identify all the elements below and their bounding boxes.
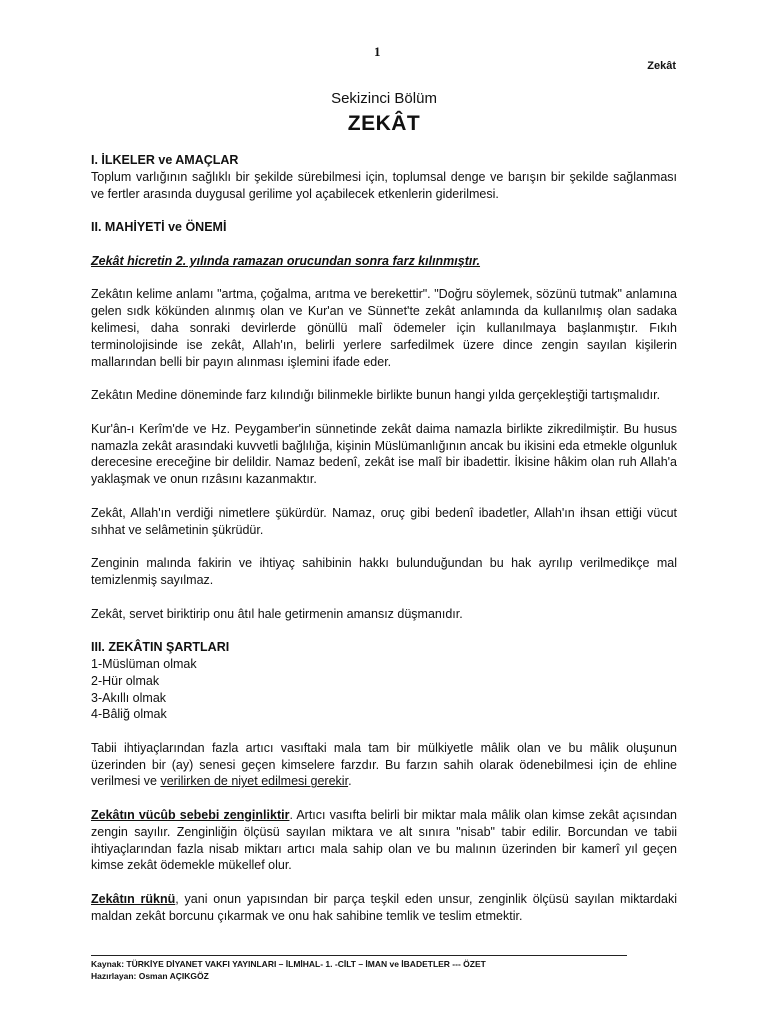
document-body — [91, 152, 677, 941]
conditions-list — [91, 656, 677, 723]
paragraph-obligation: Tabii ihtiyaçlarından fazla artıcı vasıftaki mala tam bir mülkiyetle mâlik olan ve bu mâlik oluşunun üzerinden bir (ay) senesi geçen kimselere farzdır. Bu farzın sahih olarak ödenebilmesi için de ehline verilmesi ve verilirken de niyet edilmesi gerekir. — [91, 740, 677, 789]
list-item: 3-Akıllı olmak — [91, 690, 167, 705]
footer-author: Hazırlayan: Osman AÇIKGÖZ — [91, 971, 209, 981]
list-item: 1-Müslüman olmak — [91, 656, 197, 671]
section-heading-nature: II. MAHİYETİ ve ÖNEMİ — [91, 220, 227, 235]
paragraph-meaning: Zekâtın kelime anlamı "artma, çoğalma, arıtma ve berekettir". "Doğru söylemek, sözünü tutmak" anlamına gelen sıdk kökünden alınmış olan ve Kur'an ve Sünnet'te zekât anlamında da kullanılmış olan sadaka kelimesi, daha sonraki devirlerde gönüllü malî ödemeler için kullanılmaya başlanmıştır. Fıkıh terminolojisinde ise zekât, Allah'ın, belirli yerlere sarfedilmek üzere dince zengin sayılan kişilerin mallarından belli bir payın alınması işlemini ifade eder. — [91, 287, 677, 369]
cause-term: Zekâtın vücûb sebebi zenginliktir — [91, 808, 290, 823]
paragraph-pillar: Zekâtın rüknü, yani onun yapısından bir parça teşkil eden unsur, zenginlik ölçüsü sayılan miktardaki maldan zekât borcunu çıkarmak ve onu hak sahibine temlik ve teslim etmektir. — [91, 892, 677, 923]
paragraph-purification: Zenginin malında fakirin ve ihtiyaç sahibinin hakkı bulunduğundan bu hak ayrılıp verilmedikçe mal temizlenmiş sayılmaz. — [91, 556, 677, 587]
chapter-label: Sekizinci Bölüm — [331, 90, 437, 107]
pillar-term: Zekâtın rüknü — [91, 892, 176, 907]
paragraph-medina: Zekâtın Medine döneminde farz kılındığı bilinmekle birlikte bunun hangi yılda gerçekleştiği tartışmalıdır. — [91, 388, 661, 403]
section-heading-conditions: III. ZEKÂTIN ŞARTLARI — [91, 640, 230, 655]
paragraph-cause: Zekâtın vücûb sebebi zenginliktir. Artıcı vasıfta belirli bir miktar mala mâlik olan kimse zekât açısından zengin sayılır. Zenginliğin ölçüsü sayılan miktara ve alt sınıra "nisab" tabir edilir. Borcundan ve tabii ihtiyaçlarından fazla nisab miktarı artıcı mala sahip olan ve bu malının üzerinden bir kamerî yıl geçen kimse zekât ödemekle mükellef olur. — [91, 808, 677, 873]
principles-text: Toplum varlığının sağlıklı bir şekilde sürebilmesi için, toplumsal denge ve barışın bir şekilde sağlanması ve fertler arasında duygusal gerilime yol açabilecek etkenlerin giderilmesi. — [91, 169, 677, 201]
footer-source: Kaynak: TÜRKİYE DİYANET VAKFI YAYINLARI – İLMİHAL- 1. -CİLT – İMAN ve İBADETLER --- ÖZET — [91, 959, 486, 969]
paragraph-wealth: Zekât, servet biriktirip onu âtıl hale getirmenin amansız düşmanıdır. — [91, 606, 463, 621]
paragraph-gratitude: Zekât, Allah'ın verdiği nimetlere şükürdür. Namaz, oruç gibi bedenî ibadetler, Allah'ın ihsan ettiği vücut sıhhat ve selâmetinin şükrüdür. — [91, 505, 677, 537]
footer-divider — [91, 955, 627, 956]
chapter-title: ZEKÂT — [347, 112, 421, 135]
highlight-text: Zekât hicretin 2. yılında ramazan orucundan sonra farz kılınmıştır. — [91, 253, 481, 268]
intention-underline: verilirken de niyet edilmesi gerekir — [160, 774, 349, 789]
running-title: Zekât — [647, 60, 676, 72]
page-number: 1 — [374, 44, 381, 59]
paragraph-quran: Kur'ân-ı Kerîm'de ve Hz. Peygamber'in sünnetinde zekât daima namazla birlikte zikredilmiştir. Bu husus namazla zekât arasındaki kuvvetli bağlılığa, kişinin Müslümanlığının ancak bu ikisini eda etmekle olgunluk derecesine ereceğine bir delildir. Namaz bedenî, zekât ise malî bir ibadettir. İkisine hâkim olan ruh Allah'a yaklaşmak ve onun rızâsını kazanmaktır. — [91, 421, 677, 487]
list-item: 4-Bâliğ olmak — [91, 707, 167, 722]
highlight-note — [91, 253, 677, 270]
list-item: 2-Hür olmak — [91, 673, 160, 688]
section-heading-principles: I. İLKELER ve AMAÇLAR — [91, 153, 239, 167]
